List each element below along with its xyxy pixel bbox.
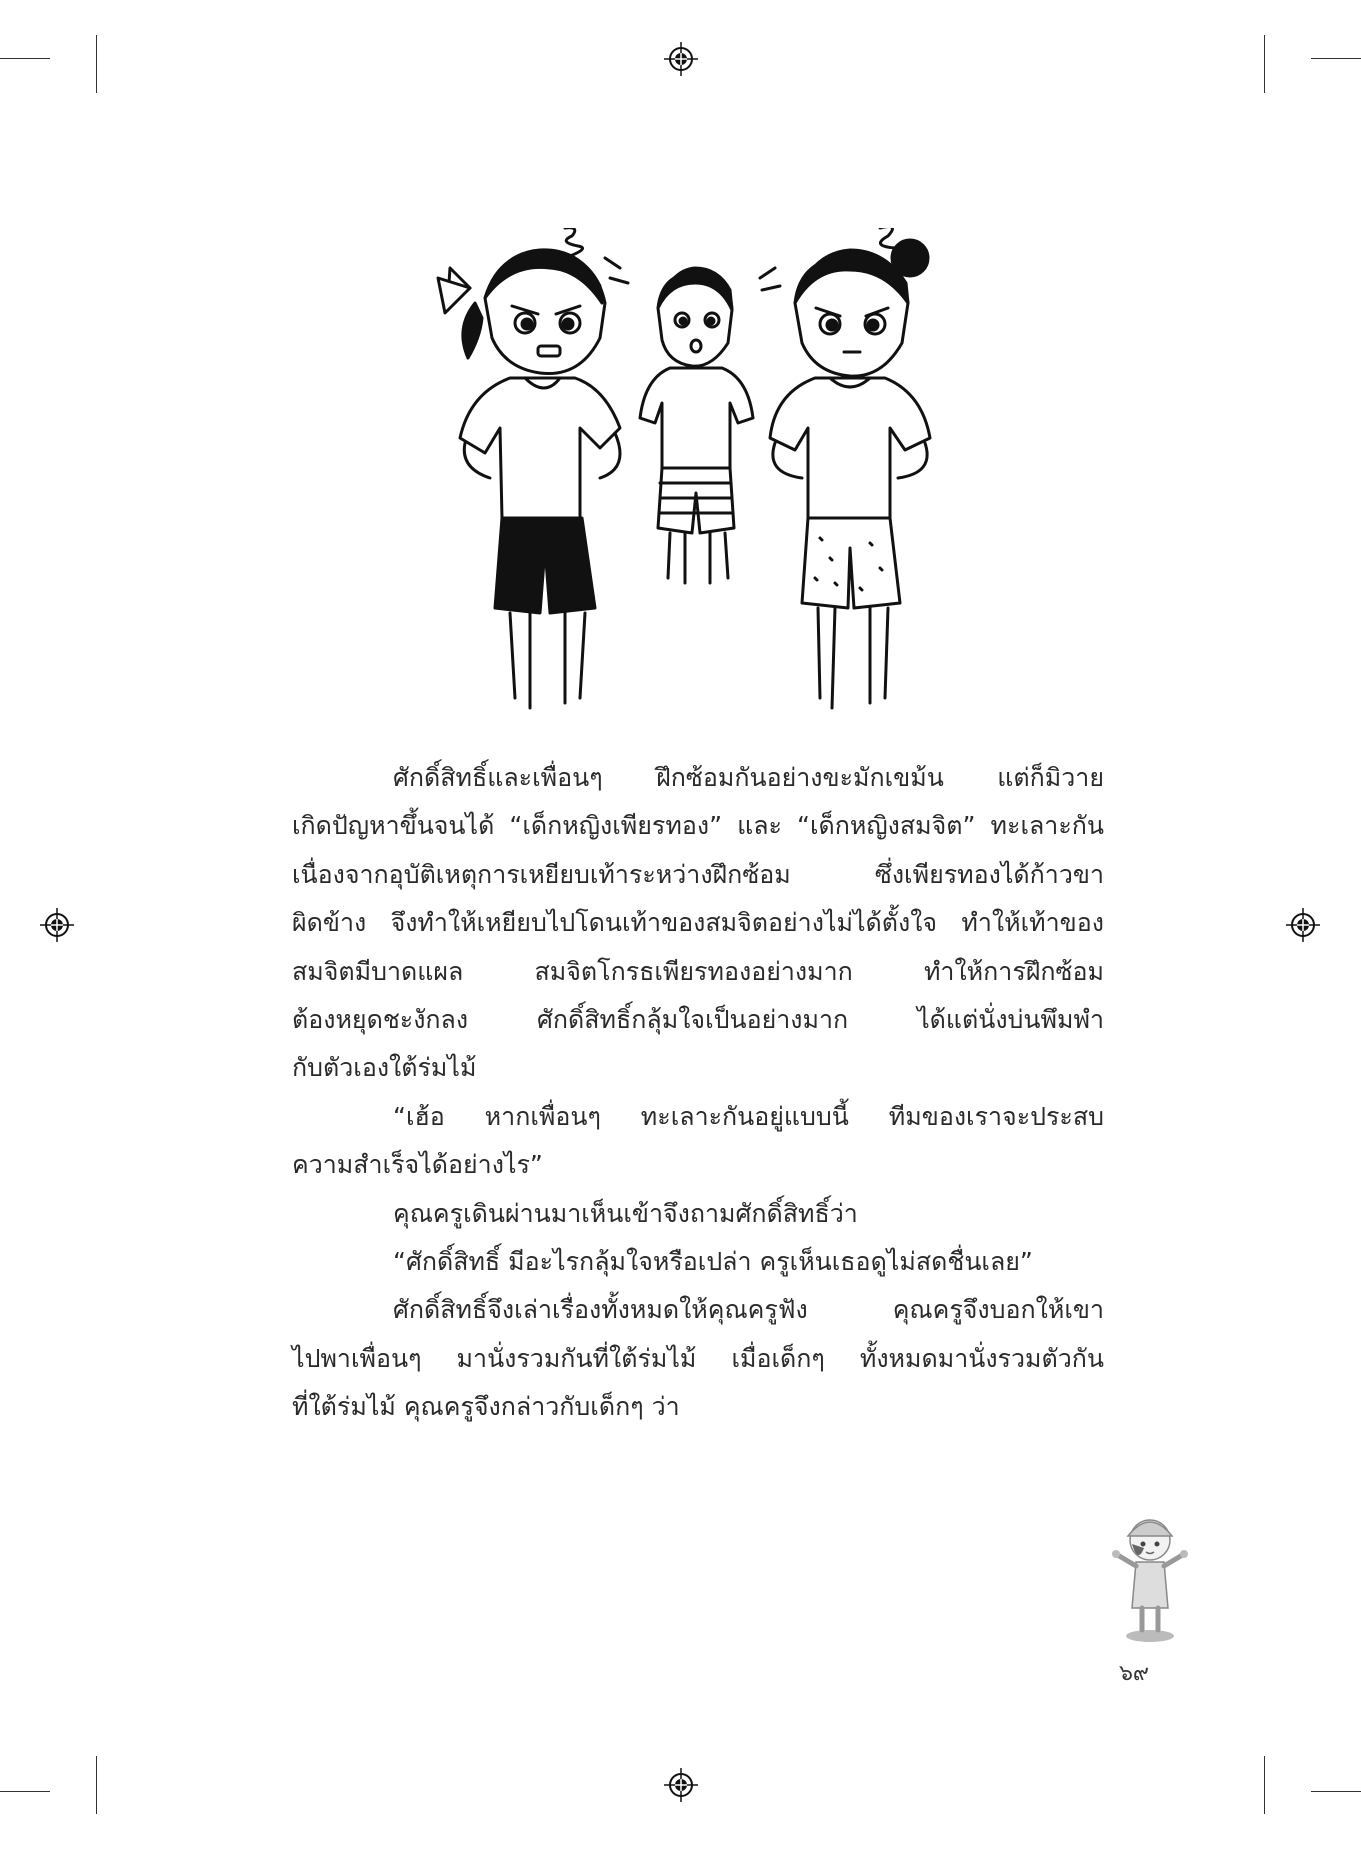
text-line: ต้องหยุดชะงักลง ศักดิ์สิทธิ์กลุ้มใจเป็นอย่างมาก ได้แต่นั่งบ่นพึมพำ <box>292 1005 1104 1035</box>
text-line: ไปพาเพื่อนๆ มานั่งรวมกันที่ใต้ร่มไม้ เมื่อเด็กๆ ทั้งหมดมานั่งรวมตัวกัน <box>292 1343 1104 1373</box>
three-children-arguing-illustration <box>430 228 1010 726</box>
registration-mark-icon <box>664 1768 698 1802</box>
story-text <box>292 754 1104 1432</box>
crop-mark <box>96 35 97 93</box>
text-line: ความสำเร็จได้อย่างไร” <box>292 1150 543 1180</box>
text-line: สมจิตมีบาดแผล สมจิตโกรธเพียรทองอย่างมาก ทำให้การฝึกซ้อม <box>292 956 1104 986</box>
crop-mark <box>1311 1791 1361 1792</box>
paragraph <box>292 1190 1104 1238</box>
girl-scout-mascot-icon <box>1108 1508 1192 1644</box>
crop-mark <box>96 1756 97 1814</box>
paragraph <box>292 1286 1104 1431</box>
paragraph <box>292 1093 1104 1190</box>
crop-mark <box>0 58 50 59</box>
text-line: “เฮ้อ หากเพื่อนๆ ทะเลาะกันอยู่แบบนี้ ทีมของเราจะประสบ <box>393 1101 1104 1131</box>
text-line: ผิดข้าง จึงทำให้เหยียบไปโดนเท้าของสมจิตอย่างไม่ได้ตั้งใจ ทำให้เท้าของ <box>292 908 1104 938</box>
text-line: คุณครูเดินผ่านมาเห็นเข้าจึงถามศักดิ์สิทธิ์ว่า <box>393 1198 858 1228</box>
paragraph <box>292 754 1104 1093</box>
registration-mark-icon <box>1286 908 1320 942</box>
crop-mark <box>1264 1756 1265 1814</box>
crop-mark <box>0 1791 50 1792</box>
registration-mark-icon <box>40 908 74 942</box>
text-line: “ศักดิ์สิทธิ์ มีอะไรกลุ้มใจหรือเปล่า ครูเห็นเธอดูไม่สดชื่นเลย” <box>393 1247 1033 1277</box>
page-number: ๖๙ <box>1118 1661 1150 1686</box>
text-line: ศักดิ์สิทธิ์และเพื่อนๆ ฝึกซ้อมกันอย่างขะมักเขม้น แต่ก็มิวาย <box>393 763 1104 792</box>
crop-mark <box>1264 35 1265 93</box>
registration-mark-icon <box>664 42 698 76</box>
text-line: กับตัวเองใต้ร่มไม้ <box>292 1053 477 1083</box>
text-line: ที่ใต้ร่มไม้ คุณครูจึงกล่าวกับเด็กๆ ว่า <box>292 1392 680 1422</box>
text-line: เนื่องจากอุบัติเหตุการเหยียบเท้าระหว่างฝึกซ้อม ซึ่งเพียรทองได้ก้าวขา <box>292 859 1104 889</box>
paragraph <box>292 1238 1104 1286</box>
text-line: ศักดิ์สิทธิ์จึงเล่าเรื่องทั้งหมดให้คุณครูฟัง คุณครูจึงบอกให้เขา <box>393 1295 1104 1325</box>
text-line: เกิดปัญหาขึ้นจนได้ “เด็กหญิงเพียรทอง” และ “เด็กหญิงสมจิต” ทะเลาะกัน <box>292 811 1104 841</box>
crop-mark <box>1311 58 1361 59</box>
